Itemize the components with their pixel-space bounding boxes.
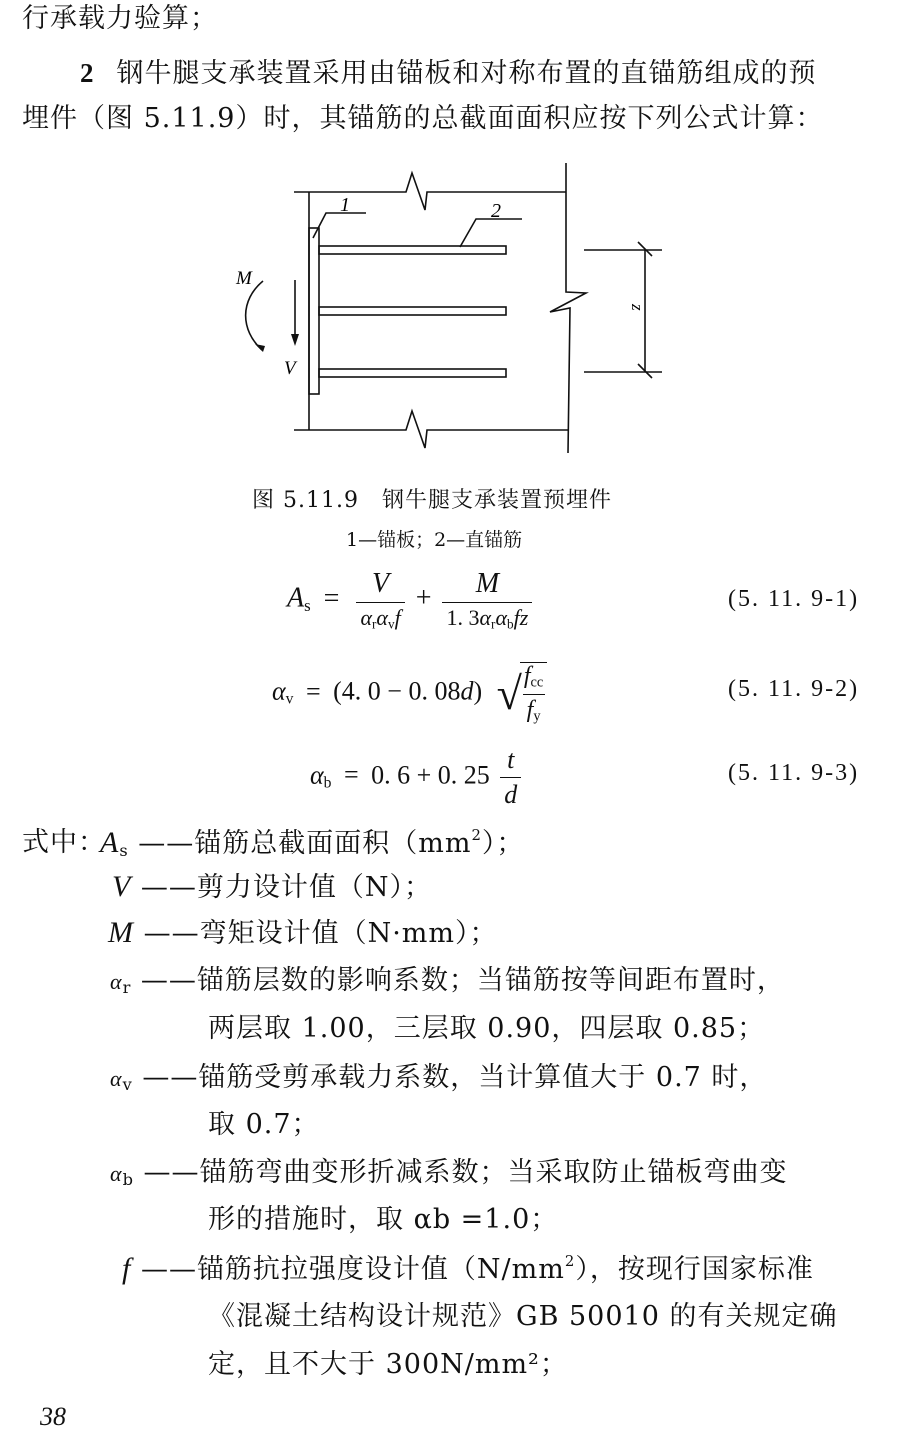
definition-continuation: 取 0.7；: [208, 1109, 320, 1140]
where-label: 式中：: [22, 827, 106, 858]
definition-alpha-r: $\alpha_r$ ——锚筋层数的影响系数；当锚筋按等间距布置时，: [110, 965, 785, 998]
embedded-part-figure: [0, 160, 900, 460]
label-z: z: [628, 304, 647, 311]
definition-continuation: 《混凝土结构设计规范》GB 50010 的有关规定确: [208, 1301, 838, 1332]
list-item-number: [80, 56, 817, 91]
page-number: 38: [40, 1402, 66, 1431]
label-plate: 1: [340, 194, 350, 216]
equation-5-11-9-3: $\alpha_b = 0$. 6 + 0. 25 $\frac{t}{d}$: [310, 745, 525, 810]
equation-5-11-9-1: $A_s$ = $\frac{V}{\alpha_r\alpha_vf}$ + $\frac{M}{1. 3\alpha_r\alpha_bfz}$: [287, 568, 536, 632]
definition-alpha-v: $\alpha_v$ ——锚筋受剪承载力系数，当计算值大于 0.7 时，: [110, 1062, 768, 1095]
item-number: 2: [80, 58, 95, 88]
text-line: 行承载力验算；: [22, 3, 218, 34]
label-moment: M: [236, 268, 252, 289]
definition-continuation: 定，且不大于 300N/mm²；: [208, 1349, 568, 1380]
equation-5-11-9-2: $\alpha_v = (4$. 0 − 0. 08d) √ $\frac{f_{cc}}{f_y}$: [272, 662, 551, 725]
label-bar: 2: [491, 200, 501, 222]
definition-V: V ——剪力设计值（N）；: [112, 870, 433, 903]
definition-f: f ——锚筋抗拉强度设计值$(N/mm^2)$，按现行国家标准: [122, 1252, 814, 1285]
figure-legend: 1—锚板；2—直锚筋: [346, 529, 523, 551]
text-line: 钢牛腿支承装置采用由锚板和对称布置的直锚筋组成的预: [116, 58, 817, 89]
label-shear: V: [284, 358, 296, 379]
equation-number: (5. 11. 9-1): [728, 586, 860, 612]
figure-caption: 图 5.11.9 钢牛腿支承装置预埋件: [252, 488, 612, 513]
definition-continuation: 两层取 1.00，三层取 0.90，四层取 0.85；: [208, 1013, 766, 1044]
equation-number: (5. 11. 9-3): [728, 760, 860, 786]
definition-M: M ——弯矩设计值（N·mm）；: [108, 916, 498, 949]
definition-alpha-b: $\alpha_b$ ——锚筋弯曲变形折减系数；当采取防止锚板弯曲变: [110, 1157, 788, 1190]
equation-number: (5. 11. 9-2): [728, 676, 860, 702]
text-line: 埋件（图 5.11.9）时，其锚筋的总截面面积应按下列公式计算：: [22, 103, 824, 134]
definition-continuation: 形的措施时，取 αb =1.0；: [208, 1204, 559, 1235]
definition-As: $A_s$ ——锚筋总截面面积$(mm^2)$；: [100, 826, 525, 861]
